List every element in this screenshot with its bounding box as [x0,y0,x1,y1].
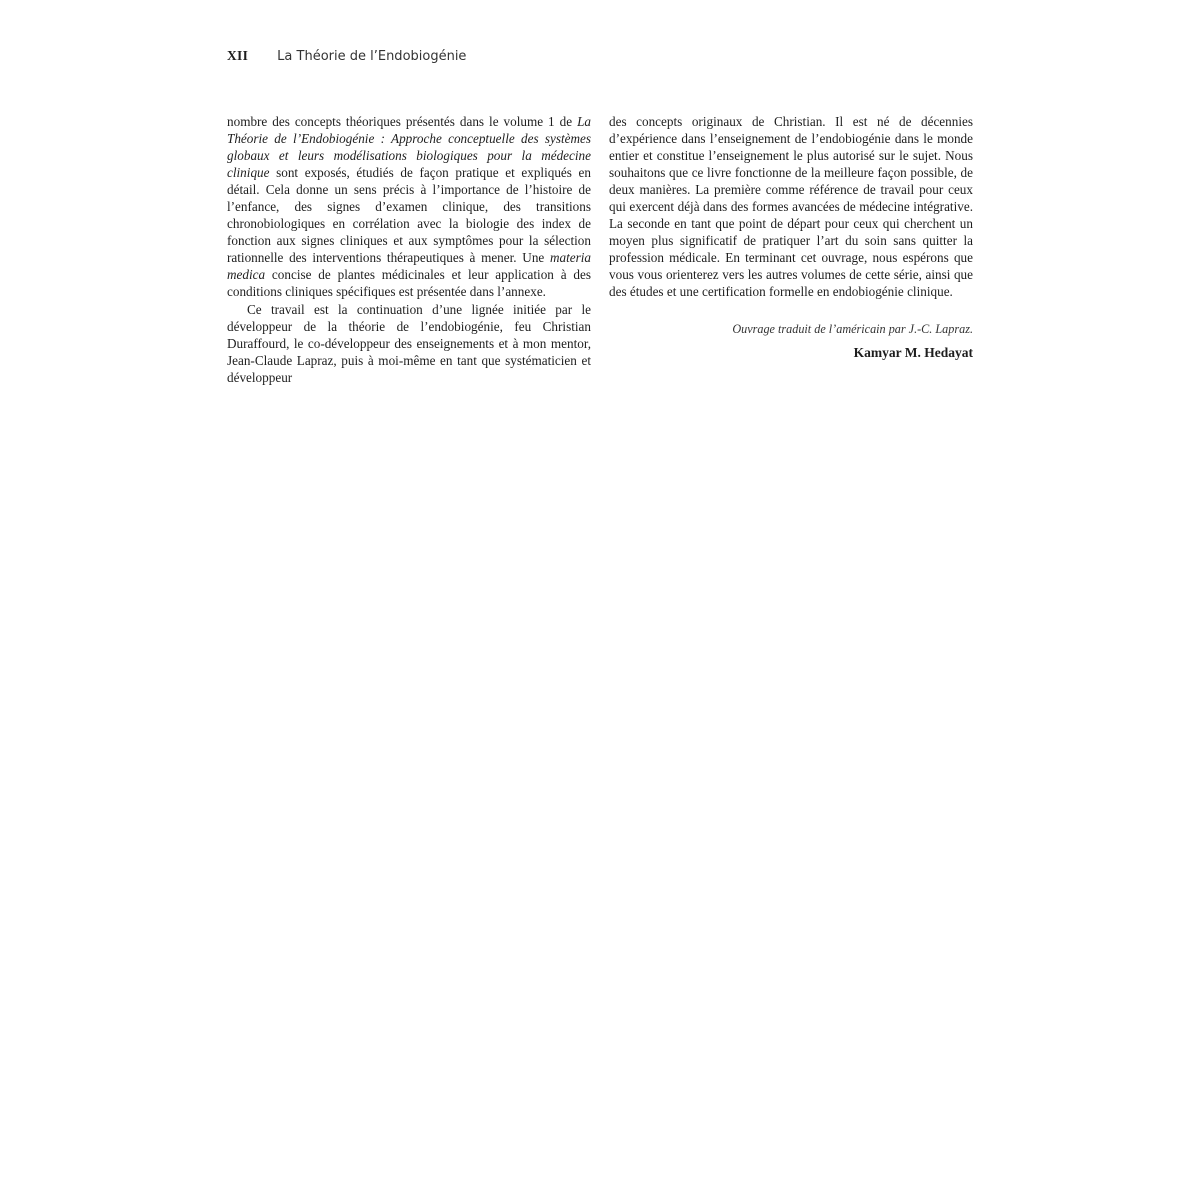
paragraph-text: sont exposés, étudiés de façon pratique et expliqués en détail. Cela donne un sens précis à l’importance de l’histoire de l’enfance, des signes d’examen clinique, des transitions chronobiologiques en corrélation avec la biologie des index de fonction aux signes cliniques et aux symptômes pour la sélection rationnelle des interventions thérapeutiques à mener. Une [227,165,591,266]
paragraph-intro [227,113,591,301]
author-signature: Kamyar M. Hedayat [853,344,973,360]
paragraph-text: nombre des concepts théoriques présentés dans le volume 1 de [227,114,578,129]
term-materia-medica: materia medica [227,250,591,283]
running-header [227,48,466,68]
book-title: La Théorie de l’Endobiogénie : Approche conceptuelle des systèmes globaux et leurs modélisations biologiques pour la médecine clinique [227,114,591,181]
paragraph-lineage: Ce travail est la continuation d’une lignée initiée par le développeur de la théorie de l’endobiogénie, feu Christian Duraffourd, le co-développeur des enseignements et à mon mentor, Jean-Claude Lapraz, puis à moi-même en tant que systématicien et développeur [227,301,591,385]
page-number: XII [227,48,249,63]
translation-credit: Ouvrage traduit de l’américain par J.-C. Lapraz. [732,321,973,336]
paragraph-continuation: des concepts originaux de Christian. Il est né de décennies d’expérience dans l’enseignement de l’endobiogénie dans le monde entier et constitue l’enseignement le plus autorisé sur le sujet. Nous souhaitons que ce livre fonctionne de la meilleure façon possible, de deux manières. La première comme référence de travail pour ceux qui exercent déjà dans des formes avancées de médecine intégrative. La seconde en tant que point de départ pour ceux qui cherchent un moyen plus significatif de pratiquer l’art du soin sans quitter la profession médicale. En terminant cet ouvrage, nous espérons que vous vous orienterez vers les autres volumes de cette série, ainsi que des études et une certification formelle en endobiogénie clinique. [609,114,973,300]
paragraph-text: concise de plantes médicinales et leur application à des conditions cliniques spécifiques est présentée dans l’annexe. [227,267,591,300]
right-column [609,113,973,361]
left-column [227,113,591,386]
running-title: La Théorie de l’Endobiogénie [277,49,467,64]
